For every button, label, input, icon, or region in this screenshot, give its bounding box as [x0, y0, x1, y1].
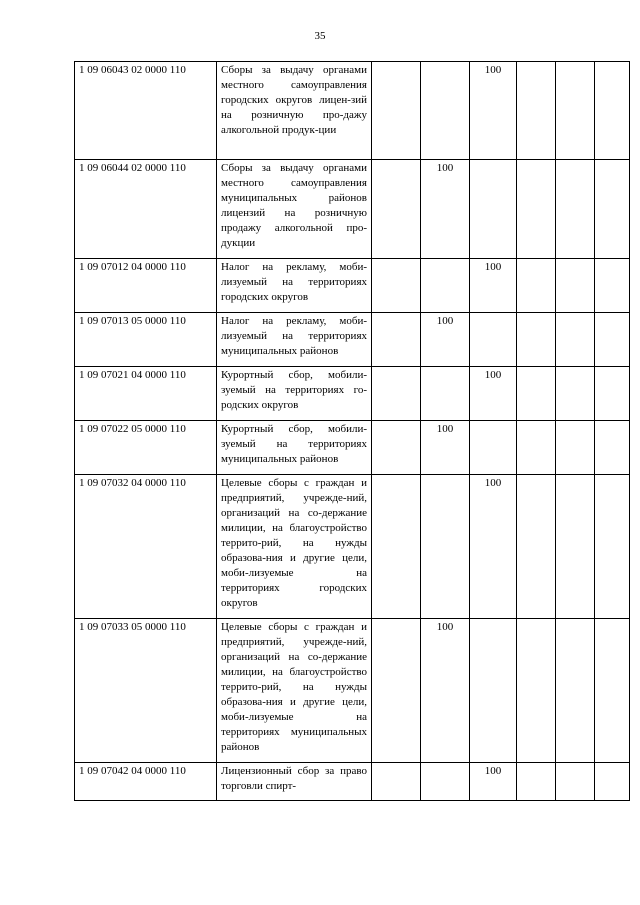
- code-cell: 1 09 06043 02 0000 110: [75, 62, 217, 160]
- col4-cell: [421, 763, 470, 801]
- col8-cell: [595, 313, 630, 367]
- col6-cell: [517, 421, 556, 475]
- col5-cell: [470, 313, 517, 367]
- name-cell: Сборы за выдачу органами местного самоуправления городских округов лицен-зий на розничную про-дажу алкогольной продук-ции: [217, 62, 372, 160]
- col7-cell: [556, 421, 595, 475]
- col6-cell: [517, 62, 556, 160]
- col3-cell: [372, 160, 421, 259]
- code-cell: 1 09 07012 04 0000 110: [75, 259, 217, 313]
- col8-cell: [595, 259, 630, 313]
- table-row: [75, 763, 630, 801]
- col7-cell: [556, 367, 595, 421]
- name-cell: Лицензионный сбор за право торговли спирт-: [217, 763, 372, 801]
- table-row: [75, 313, 630, 367]
- col5-cell: 100: [470, 367, 517, 421]
- code-cell: 1 09 07013 05 0000 110: [75, 313, 217, 367]
- col5-cell: [470, 619, 517, 763]
- page-number: 35: [314, 30, 326, 42]
- col7-cell: [556, 313, 595, 367]
- col6-cell: [517, 763, 556, 801]
- col6-cell: [517, 259, 556, 313]
- col4-cell: [421, 367, 470, 421]
- col4-cell: [421, 62, 470, 160]
- col7-cell: [556, 475, 595, 619]
- col5-cell: 100: [470, 475, 517, 619]
- code-cell: 1 09 07032 04 0000 110: [75, 475, 217, 619]
- table-row: [75, 160, 630, 259]
- col3-cell: [372, 475, 421, 619]
- code-cell: 1 09 07022 05 0000 110: [75, 421, 217, 475]
- name-cell: Курортный сбор, мобили-зуемый на территориях го-родских округов: [217, 367, 372, 421]
- table-row: [75, 259, 630, 313]
- col3-cell: [372, 259, 421, 313]
- col4-cell: [421, 259, 470, 313]
- col8-cell: [595, 763, 630, 801]
- name-cell: Налог на рекламу, моби-лизуемый на территориях муниципальных районов: [217, 313, 372, 367]
- col7-cell: [556, 259, 595, 313]
- table-row: [75, 475, 630, 619]
- col6-cell: [517, 619, 556, 763]
- col4-cell: 100: [421, 619, 470, 763]
- name-cell: Целевые сборы с граждан и предприятий, учрежде-ний, организаций на со-держание милиции, на благоустройство террито-рий, на нужды образова-ния и другие цели, моби-лизуемые на территориях муниципальных районов: [217, 619, 372, 763]
- col8-cell: [595, 475, 630, 619]
- col7-cell: [556, 160, 595, 259]
- col4-cell: [421, 475, 470, 619]
- code-cell: 1 09 07021 04 0000 110: [75, 367, 217, 421]
- code-cell: 1 09 07033 05 0000 110: [75, 619, 217, 763]
- col3-cell: [372, 313, 421, 367]
- col3-cell: [372, 421, 421, 475]
- name-cell: Сборы за выдачу органами местного самоуправления муниципальных районов лицензий на розничную продажу алкогольной про-дукции: [217, 160, 372, 259]
- col6-cell: [517, 367, 556, 421]
- code-cell: 1 09 07042 04 0000 110: [75, 763, 217, 801]
- code-cell: 1 09 06044 02 0000 110: [75, 160, 217, 259]
- table-row: [75, 62, 630, 160]
- col7-cell: [556, 619, 595, 763]
- name-cell: Налог на рекламу, моби-лизуемый на территориях городских округов: [217, 259, 372, 313]
- col5-cell: 100: [470, 763, 517, 801]
- col5-cell: 100: [470, 62, 517, 160]
- col6-cell: [517, 475, 556, 619]
- col7-cell: [556, 62, 595, 160]
- table-row: [75, 421, 630, 475]
- col5-cell: [470, 160, 517, 259]
- col7-cell: [556, 763, 595, 801]
- name-cell: Курортный сбор, мобили-зуемый на территориях муниципальных районов: [217, 421, 372, 475]
- col8-cell: [595, 160, 630, 259]
- col4-cell: 100: [421, 313, 470, 367]
- col3-cell: [372, 367, 421, 421]
- col5-cell: 100: [470, 259, 517, 313]
- budget-classification-table: [74, 61, 630, 801]
- col8-cell: [595, 619, 630, 763]
- col6-cell: [517, 313, 556, 367]
- col8-cell: [595, 421, 630, 475]
- col5-cell: [470, 421, 517, 475]
- col4-cell: 100: [421, 421, 470, 475]
- table-row: [75, 619, 630, 763]
- col3-cell: [372, 619, 421, 763]
- col6-cell: [517, 160, 556, 259]
- name-cell: Целевые сборы с граждан и предприятий, учрежде-ний, организаций на со-держание милиции, на благоустройство террито-рий, на нужды образова-ния и другие цели, моби-лизуемые на территориях городских округов: [217, 475, 372, 619]
- col3-cell: [372, 62, 421, 160]
- col3-cell: [372, 763, 421, 801]
- col4-cell: 100: [421, 160, 470, 259]
- col8-cell: [595, 367, 630, 421]
- table-row: [75, 367, 630, 421]
- col8-cell: [595, 62, 630, 160]
